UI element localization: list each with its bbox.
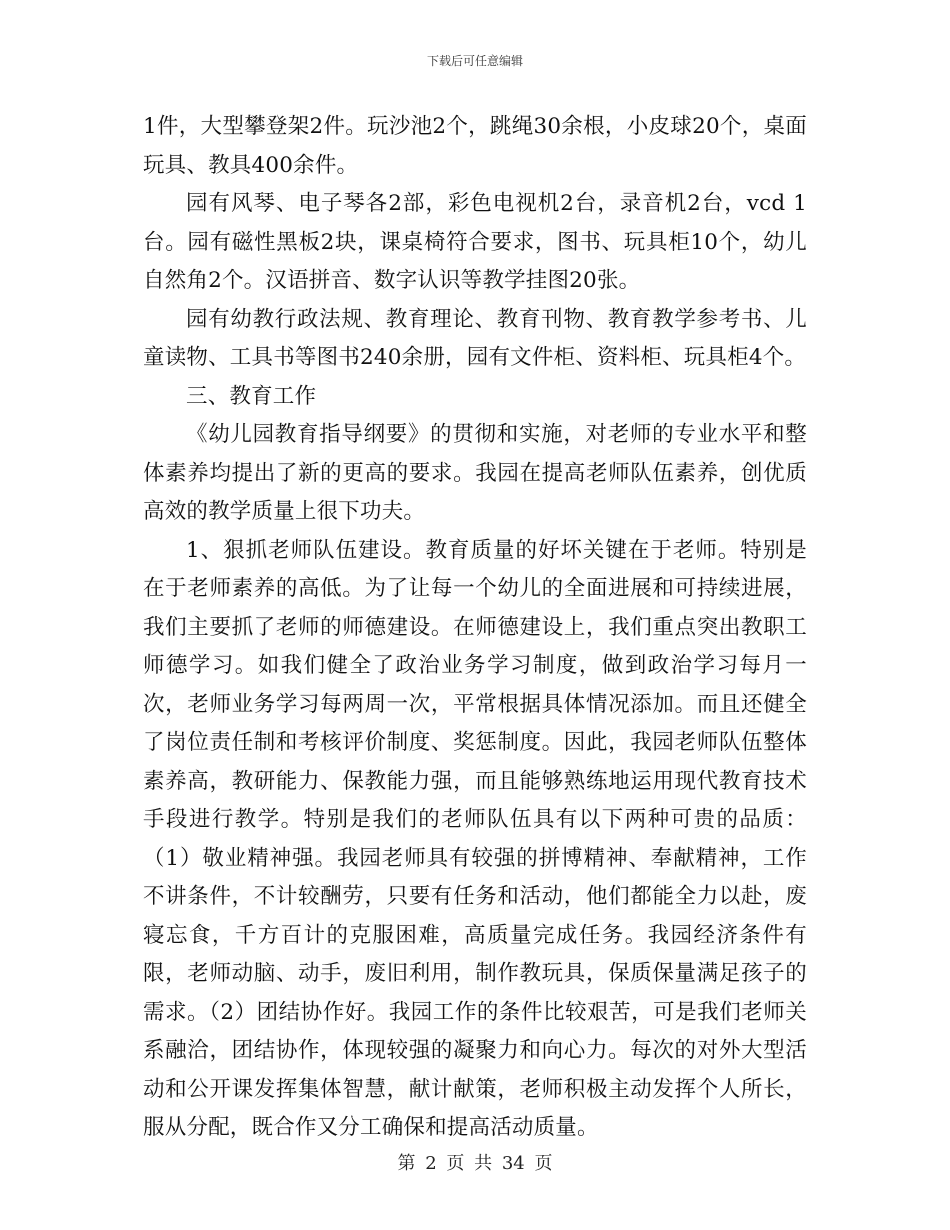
page-header: 下载后可任意编辑 — [426, 54, 523, 68]
page-number: 第 2 页 共 34 页 — [397, 1153, 553, 1174]
paragraph-instruments: 园有风琴、电子琴各2部，彩色电视机2台，录音机2台，vcd 1台。园有磁性黑板2块，课桌椅符合要求，图书、玩具柜10个，幼儿自然角2个。汉语拼音、数字认识等教学挂图20张。 — [143, 191, 807, 293]
paragraph-teacher-team: 1、狠抓老师队伍建设。教育质量的好坏关键在于老师。特别是在于老师素养的高低。为了让每一个幼儿的全面进展和可持续进展，我们主要抓了老师的师德建设。在师德建设上，我们重点突出教职工师德学习。如我们健全了政治业务学习制度，做到政治学习每月一次，老师业务学习每两周一次，平常根据具体情况添加。而且还健全了岗位责任制和考核评价制度、奖惩制度。因此，我园老师队伍整体素养高，教研能力、保教能力强，而且能够熟练地运用现代教育技术手段进行教学。特别是我们的老师队伍具有以下两种可贵的品质：（1）敬业精神强。我园老师具有较强的拼博精神、奉献精神，工作不讲条件，不计较酬劳，只要有任务和活动，他们都能全力以赴，废寝忘食，千方百计的克服困难，高质量完成任务。我园经济条件有限，老师动脑、动手，废旧利用，制作教玩具，保质保量满足孩子的需求。（2）团结协作好。我园工作的条件比较艰苦，可是我们老师关系融洽，团结协作，体现较强的凝聚力和向心力。每次的对外大型活动和公开课发挥集体智慧，献计献策，老师积极主动发挥个人所长，服从分配，既合作又分工确保和提高活动质量。 — [143, 537, 807, 1140]
document-body — [143, 108, 807, 1148]
paragraph-books: 园有幼教行政法规、教育理论、教育刊物、教育教学参考书、儿童读物、工具书等图书240余册，园有文件柜、资料柜、玩具柜4个。 — [143, 306, 807, 370]
section-heading-education-work: 三、教育工作 — [186, 383, 317, 409]
paragraph-equipment-continued: 1件，大型攀登架2件。玩沙池2个，跳绳30余根，小皮球20个，桌面玩具、教具400余件。 — [143, 114, 807, 178]
paragraph-guideline: 《幼儿园教育指导纲要》的贯彻和实施，对老师的专业水平和整体素养均提出了新的更高的要求。我园在提高老师队伍素养，创优质高效的教学质量上很下功夫。 — [143, 422, 807, 524]
